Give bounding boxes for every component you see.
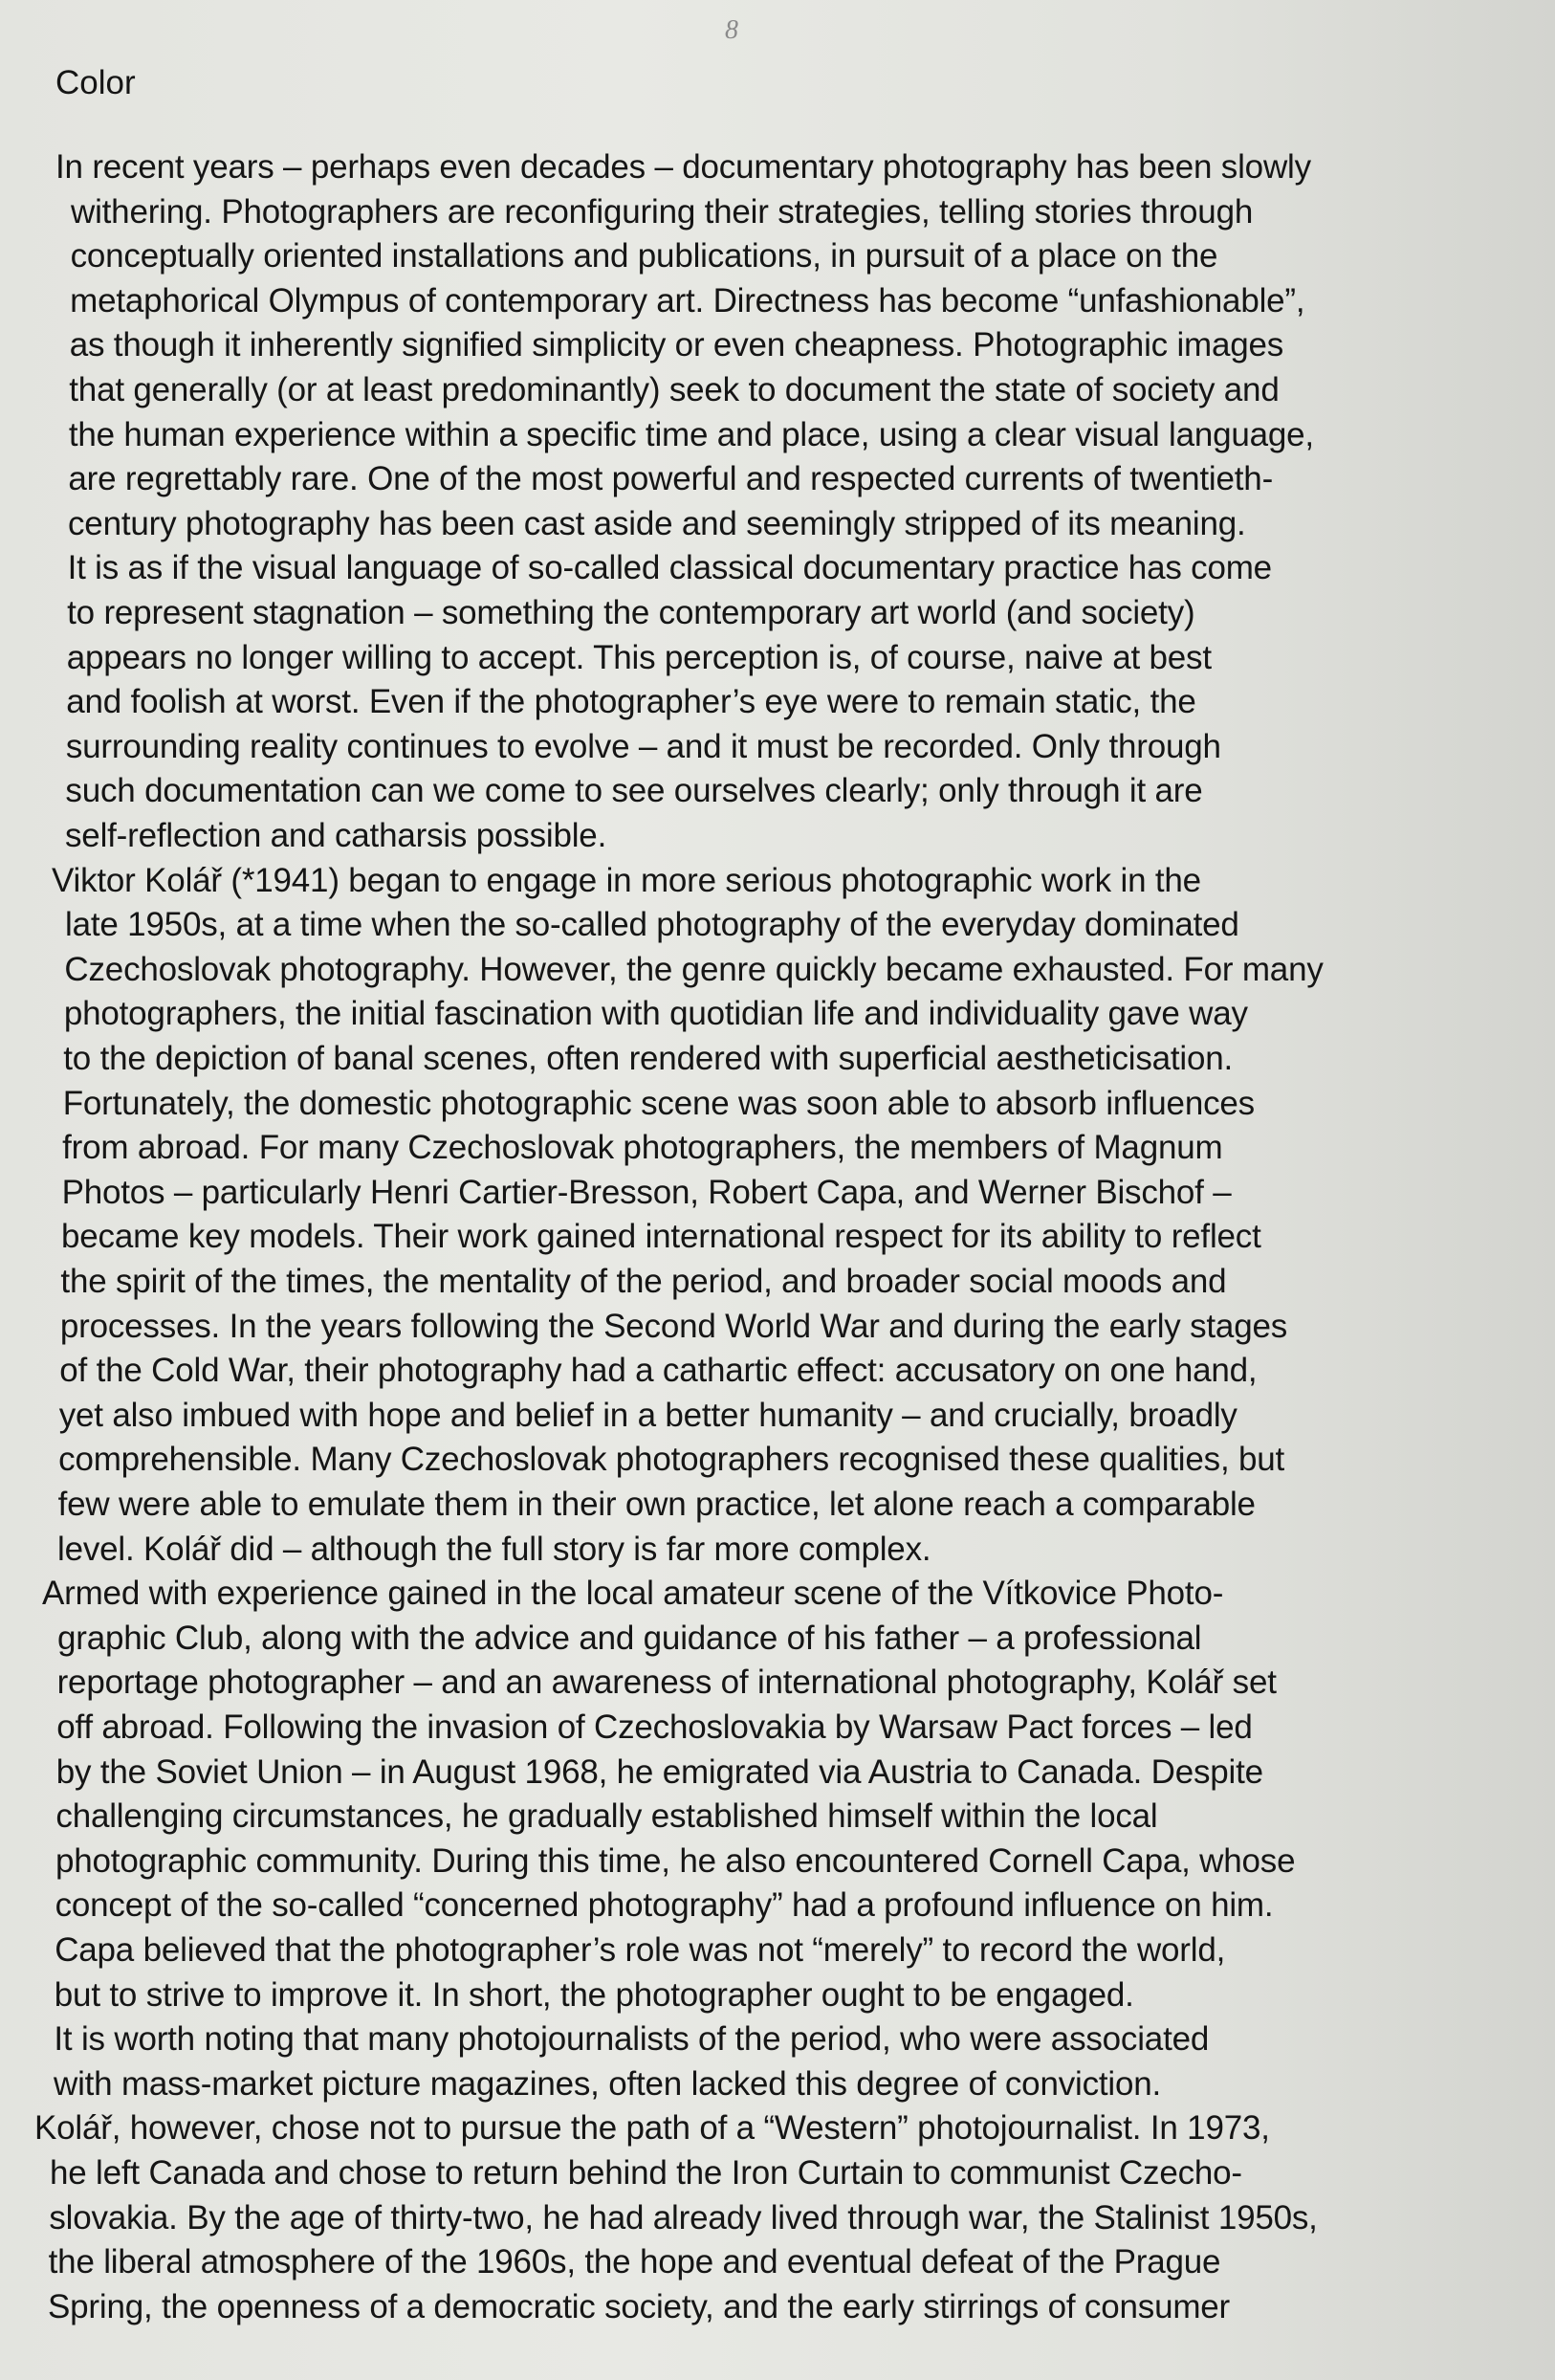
text-line: It is as if the visual language of so-called classical documentary practice has come: [67, 549, 1272, 586]
text-line: by the Soviet Union – in August 1968, he emigrated via Austria to Canada. Despite: [55, 1753, 1263, 1791]
text-line: became key models. Their work gained international respect for its ability to reflect: [61, 1218, 1261, 1255]
text-line: and foolish at worst. Even if the photographer’s eye were to remain static, the: [66, 683, 1196, 720]
text-line: are regrettably rare. One of the most powerful and respected currents of twentieth-: [68, 460, 1274, 497]
text-line: Czechoslovak photography. However, the genre quickly became exhausted. For many: [64, 951, 1324, 988]
text-line: surrounding reality continues to evolve – and it must be recorded. Only through: [65, 728, 1221, 765]
text-line: of the Cold War, their photography had a cathartic effect: accusatory on one hand,: [59, 1352, 1258, 1389]
text-line: the liberal atmosphere of the 1960s, the hope and eventual defeat of the Prague: [48, 2243, 1221, 2281]
text-line: Fortunately, the domestic photographic scene was soon able to absorb influences: [62, 1085, 1255, 1122]
text-line: challenging circumstances, he gradually established himself within the local: [55, 1797, 1158, 1835]
text-line: as though it inherently signified simplicity or even cheapness. Photographic images: [69, 326, 1284, 364]
text-line: reportage photographer – and an awareness of international photography, Kolář set: [56, 1664, 1277, 1701]
text-line: the spirit of the times, the mentality of the period, and broader social moods and: [60, 1263, 1227, 1300]
text-line: few were able to emulate them in their own practice, let alone reach a comparable: [57, 1486, 1256, 1523]
text-line: In recent years – perhaps even decades – documentary photography has been slowly: [55, 148, 1311, 186]
text-line: It is worth noting that many photojournalists of the period, who were associated: [54, 2020, 1210, 2058]
text-line: but to strive to improve it. In short, the photographer ought to be engaged.: [54, 1976, 1134, 2014]
text-line: to represent stagnation – something the contemporary art world (and society): [67, 594, 1195, 631]
text-line: Armed with experience gained in the local amateur scene of the Vítkovice Photo-: [42, 1575, 1224, 1612]
text-line: Photos – particularly Henri Cartier-Bresson, Robert Capa, and Werner Bischof –: [61, 1174, 1232, 1211]
page-number: 8: [725, 15, 738, 45]
text-line: photographic community. During this time, he also encountered Cornell Capa, whose: [55, 1842, 1296, 1880]
text-line: graphic Club, along with the advice and guidance of his father – a professional: [57, 1620, 1202, 1657]
text-line: Capa believed that the photographer’s role was not “merely” to record the world,: [55, 1931, 1226, 1969]
text-line: that generally (or at least predominantly) seek to document the state of society and: [69, 371, 1280, 408]
text-line: yet also imbued with hope and belief in a better humanity – and crucially, broadly: [58, 1397, 1237, 1434]
text-line: Kolář, however, chose not to pursue the path of a “Western” photojournalist. In 1973,: [34, 2109, 1270, 2147]
text-line: with mass-market picture magazines, often lacked this degree of conviction.: [54, 2065, 1162, 2103]
text-line: Spring, the openness of a democratic society, and the early stirrings of consumer: [48, 2288, 1231, 2325]
text-line: century photography has been cast aside and seemingly stripped of its meaning.: [68, 505, 1246, 542]
text-line: the human experience within a specific time and place, using a clear visual language,: [68, 416, 1314, 453]
text-line: such documentation can we come to see ourselves clearly; only through it are: [65, 772, 1203, 809]
text-line: concept of the so-called “concerned photography” had a profound influence on him.: [55, 1886, 1274, 1924]
text-line: level. Kolář did – although the full story is far more complex.: [57, 1531, 931, 1568]
text-line: off abroad. Following the invasion of Czechoslovakia by Warsaw Pact forces – led: [56, 1708, 1253, 1746]
text-line: self-reflection and catharsis possible.: [65, 817, 607, 854]
text-line: Viktor Kolář (*1941) began to engage in more serious photographic work in the: [52, 862, 1201, 899]
text-line: photographers, the initial fascination with quotidian life and individuality gave way: [63, 995, 1248, 1032]
text-line: appears no longer willing to accept. This perception is, of course, naive at best: [66, 639, 1212, 676]
text-line: processes. In the years following the Second World War and during the early stages: [59, 1308, 1288, 1345]
text-line: withering. Photographers are reconfiguring their strategies, telling stories through: [71, 193, 1254, 231]
text-line: he left Canada and chose to return behind the Iron Curtain to communist Czecho-: [50, 2154, 1242, 2192]
text-line: conceptually oriented installations and publications, in pursuit of a place on the: [70, 237, 1218, 275]
text-line: metaphorical Olympus of contemporary art. Directness has become “unfashionable”,: [70, 282, 1305, 320]
text-line: late 1950s, at a time when the so-called photography of the everyday dominated: [65, 906, 1239, 943]
text-line: from abroad. For many Czechoslovak photographers, the members of Magnum: [62, 1129, 1223, 1166]
text-line: to the depiction of banal scenes, often rendered with superficial aestheticisation.: [63, 1040, 1234, 1077]
text-line: comprehensible. Many Czechoslovak photographers recognised these qualities, but: [58, 1441, 1285, 1478]
text-line: slovakia. By the age of thirty-two, he had already lived through war, the Stalinist 1950s,: [49, 2199, 1318, 2237]
section-heading: Color: [55, 64, 136, 101]
